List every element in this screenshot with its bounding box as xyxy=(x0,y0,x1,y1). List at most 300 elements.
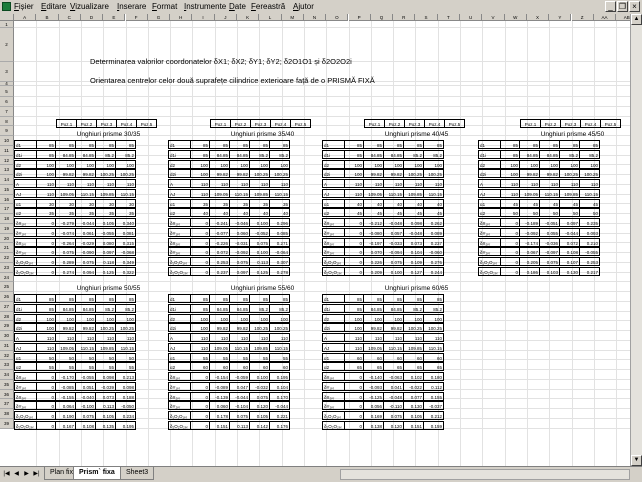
row-label[interactable]: δY₁ₚᵣ xyxy=(322,228,344,237)
data-cell[interactable]: 0.262 xyxy=(424,218,444,227)
data-cell[interactable]: 0.075 xyxy=(250,238,270,247)
vertical-scrollbar[interactable] xyxy=(630,14,642,466)
data-cell[interactable]: 0.089 xyxy=(424,228,444,237)
data-cell[interactable]: 85 xyxy=(210,294,230,303)
data-cell[interactable]: 0.041 xyxy=(384,382,404,391)
menu-file[interactable]: Fișier xyxy=(14,2,34,11)
row-label[interactable]: δY₁ₚᵣ xyxy=(322,382,344,391)
data-cell[interactable]: 110 xyxy=(76,333,96,342)
data-cell[interactable]: 50 xyxy=(76,353,96,362)
data-cell[interactable]: 85 xyxy=(56,140,76,149)
data-cell[interactable]: 0.057 xyxy=(384,228,404,237)
data-cell[interactable]: 85 xyxy=(500,150,520,159)
row-label[interactable]: d1i xyxy=(478,150,500,159)
row-label[interactable]: A xyxy=(478,179,500,188)
data-cell[interactable]: 55 xyxy=(76,362,96,371)
data-cell[interactable]: 35 xyxy=(56,208,76,217)
row-label[interactable]: δ₁O₁O₁ₚᵣ xyxy=(14,257,36,266)
tab-plan-fix[interactable]: Plan fix xyxy=(44,467,79,480)
data-cell[interactable]: 0 xyxy=(36,382,56,391)
data-cell[interactable]: 85 xyxy=(520,140,540,149)
column-header[interactable]: F xyxy=(126,14,148,21)
data-cell[interactable]: 110 xyxy=(364,179,384,188)
data-cell[interactable]: 60 xyxy=(230,362,250,371)
data-cell[interactable]: 85 xyxy=(500,140,520,149)
row-label[interactable]: AJ xyxy=(322,189,344,198)
row-header[interactable]: 31 xyxy=(0,341,14,351)
row-header[interactable]: 5 xyxy=(0,86,14,97)
row-label[interactable]: δY₁ₚᵣ xyxy=(14,382,36,391)
row-label[interactable]: δY₂ₚᵣ xyxy=(322,401,344,410)
data-cell[interactable]: 0 xyxy=(344,238,364,247)
row-label[interactable]: δ₂O₂O₂ₚᵣ xyxy=(14,421,36,430)
row-label[interactable]: d1i xyxy=(14,304,36,313)
row-label[interactable]: α1 xyxy=(14,199,36,208)
data-cell[interactable]: 99.82 xyxy=(56,169,76,178)
data-cell[interactable]: 0.105 xyxy=(404,411,424,420)
row-label[interactable]: δX₁ₚᵣ xyxy=(168,372,190,381)
data-cell[interactable]: 84.85 xyxy=(364,304,384,313)
row-label[interactable]: δ₂O₂O₂ₚᵣ xyxy=(322,421,344,430)
data-cell[interactable]: 100 xyxy=(190,169,210,178)
data-cell[interactable]: 0.212 xyxy=(424,411,444,420)
row-label[interactable]: A xyxy=(14,333,36,342)
data-cell[interactable]: 0.080 xyxy=(96,238,116,247)
row-label[interactable]: d2 xyxy=(14,314,36,323)
column-header[interactable]: K xyxy=(237,14,259,21)
data-cell[interactable]: -0.080 xyxy=(364,228,384,237)
data-cell[interactable]: 84.85 xyxy=(384,304,404,313)
data-cell[interactable]: 110 xyxy=(56,179,76,188)
row-label[interactable]: δ₂O₂O₂ₚᵣ xyxy=(168,267,190,276)
data-cell[interactable]: 0.276 xyxy=(424,257,444,266)
data-cell[interactable]: 0.075 xyxy=(230,257,250,266)
data-cell[interactable]: 85.2 xyxy=(96,150,116,159)
data-cell[interactable]: 85.2 xyxy=(250,304,270,313)
row-label[interactable]: AJ xyxy=(322,343,344,352)
data-cell[interactable]: 110.15 xyxy=(230,343,250,352)
row-header[interactable]: 4 xyxy=(0,82,14,86)
row-header[interactable]: 1 xyxy=(0,21,14,28)
data-cell[interactable]: 50 xyxy=(116,353,136,362)
data-cell[interactable]: 0.234 xyxy=(116,411,136,420)
row-label[interactable]: d2i xyxy=(14,169,36,178)
data-cell[interactable]: -0.044 xyxy=(76,218,96,227)
data-cell[interactable]: 84.85 xyxy=(210,304,230,313)
data-cell[interactable]: 0.217 xyxy=(580,267,600,276)
data-cell[interactable]: 99.82 xyxy=(210,169,230,178)
row-header[interactable]: 19 xyxy=(0,224,14,234)
row-label[interactable]: α1 xyxy=(322,353,344,362)
data-cell[interactable]: 45 xyxy=(344,208,364,217)
data-cell[interactable]: 0.075 xyxy=(56,247,76,256)
data-cell[interactable]: 0.075 xyxy=(250,392,270,401)
data-cell[interactable]: 109.05 xyxy=(520,189,540,198)
row-header[interactable]: 8 xyxy=(0,117,14,127)
data-cell[interactable]: -0.092 xyxy=(520,228,540,237)
data-cell[interactable]: -0.051 xyxy=(540,218,560,227)
data-cell[interactable]: 85 xyxy=(116,294,136,303)
data-cell[interactable]: 50 xyxy=(520,208,540,217)
data-cell[interactable]: 60 xyxy=(404,353,424,362)
data-cell[interactable]: 85 xyxy=(250,140,270,149)
data-cell[interactable]: -0.022 xyxy=(404,382,424,391)
data-cell[interactable]: 85 xyxy=(560,140,580,149)
data-cell[interactable]: 99.82 xyxy=(540,169,560,178)
data-cell[interactable]: 100 xyxy=(364,314,384,323)
data-cell[interactable]: 110 xyxy=(344,333,364,342)
data-cell[interactable]: 0.064 xyxy=(56,401,76,410)
data-cell[interactable]: 110 xyxy=(560,179,580,188)
data-cell[interactable]: 85.2 xyxy=(270,150,290,159)
data-cell[interactable]: 30 xyxy=(36,199,56,208)
data-cell[interactable]: 84.85 xyxy=(540,150,560,159)
data-cell[interactable]: 45 xyxy=(500,199,520,208)
data-cell[interactable]: 0.315 xyxy=(116,238,136,247)
data-cell[interactable]: 84.85 xyxy=(364,150,384,159)
data-cell[interactable]: -0.055 xyxy=(96,228,116,237)
data-cell[interactable]: 110 xyxy=(190,179,210,188)
row-label[interactable]: δ₂O₂O₂ₚᵣ xyxy=(168,421,190,430)
data-cell[interactable]: 85 xyxy=(344,294,364,303)
row-label[interactable]: δ₁O₁O₁ₚᵣ xyxy=(322,257,344,266)
data-cell[interactable]: 99.82 xyxy=(210,323,230,332)
column-header[interactable]: Y xyxy=(549,14,571,21)
data-cell[interactable]: 0.094 xyxy=(76,267,96,276)
column-header[interactable]: S xyxy=(415,14,437,21)
data-cell[interactable]: 110 xyxy=(364,333,384,342)
data-cell[interactable]: 100 xyxy=(76,160,96,169)
data-cell[interactable]: 100 xyxy=(270,160,290,169)
data-cell[interactable]: 110 xyxy=(424,179,444,188)
menu-data[interactable]: Date xyxy=(229,2,246,11)
data-cell[interactable]: 40 xyxy=(344,199,364,208)
data-cell[interactable]: 0 xyxy=(36,228,56,237)
data-cell[interactable]: 55 xyxy=(210,353,230,362)
data-cell[interactable]: 0.138 xyxy=(364,421,384,430)
data-cell[interactable]: 99.82 xyxy=(56,323,76,332)
data-cell[interactable]: 0.102 xyxy=(404,372,424,381)
data-cell[interactable]: 45 xyxy=(424,208,444,217)
data-cell[interactable]: 0.170 xyxy=(270,392,290,401)
data-cell[interactable]: 0.085 xyxy=(270,228,290,237)
data-cell[interactable]: 109.85 xyxy=(250,189,270,198)
data-cell[interactable]: 110 xyxy=(36,189,56,198)
data-cell[interactable]: 100 xyxy=(404,160,424,169)
row-label[interactable]: α2 xyxy=(322,362,344,371)
data-cell[interactable]: 110 xyxy=(580,179,600,188)
data-cell[interactable]: 110.15 xyxy=(424,343,444,352)
data-cell[interactable]: 55 xyxy=(250,353,270,362)
data-cell[interactable]: 0.195 xyxy=(270,372,290,381)
data-cell[interactable]: 109.85 xyxy=(404,343,424,352)
data-cell[interactable]: 0.289 xyxy=(56,257,76,266)
data-cell[interactable]: 110 xyxy=(230,179,250,188)
data-cell[interactable]: 109.05 xyxy=(210,189,230,198)
data-cell[interactable]: 0.278 xyxy=(270,267,290,276)
data-cell[interactable]: 0.178 xyxy=(210,411,230,420)
data-cell[interactable]: 0 xyxy=(344,372,364,381)
row-label[interactable]: AJ xyxy=(478,189,500,198)
data-cell[interactable]: 0.077 xyxy=(404,392,424,401)
data-cell[interactable]: 0.237 xyxy=(210,267,230,276)
row-label[interactable]: d1i xyxy=(14,150,36,159)
data-cell[interactable]: 100 xyxy=(96,314,116,323)
data-cell[interactable]: -0.110 xyxy=(384,401,404,410)
row-label[interactable]: d1 xyxy=(322,294,344,303)
data-cell[interactable]: 30 xyxy=(76,199,96,208)
data-cell[interactable]: 0.188 xyxy=(116,392,136,401)
data-cell[interactable]: 0.340 xyxy=(116,218,136,227)
data-cell[interactable]: 100.25 xyxy=(404,169,424,178)
data-cell[interactable]: 100 xyxy=(56,160,76,169)
data-cell[interactable]: 40 xyxy=(270,208,290,217)
data-cell[interactable]: 0.073 xyxy=(96,392,116,401)
data-cell[interactable]: 85 xyxy=(364,140,384,149)
data-cell[interactable]: 109.85 xyxy=(96,189,116,198)
data-cell[interactable]: 0 xyxy=(344,382,364,391)
row-label[interactable]: d2 xyxy=(168,160,190,169)
data-cell[interactable]: 85 xyxy=(76,140,96,149)
data-cell[interactable]: 0.113 xyxy=(230,421,250,430)
row-header[interactable]: 20 xyxy=(0,234,14,244)
data-cell[interactable]: -0.279 xyxy=(56,218,76,227)
data-cell[interactable]: 100 xyxy=(580,160,600,169)
data-cell[interactable]: 100 xyxy=(210,314,230,323)
data-cell[interactable]: 0.118 xyxy=(96,257,116,266)
data-cell[interactable]: 55 xyxy=(270,353,290,362)
data-cell[interactable]: 100 xyxy=(344,314,364,323)
row-label[interactable]: d1 xyxy=(322,140,344,149)
data-cell[interactable]: 110.15 xyxy=(580,189,600,198)
row-label[interactable]: A xyxy=(14,179,36,188)
data-cell[interactable]: -0.044 xyxy=(560,228,580,237)
tab-sheet3[interactable]: Sheet3 xyxy=(120,467,154,480)
data-cell[interactable]: 0.221 xyxy=(270,411,290,420)
data-cell[interactable]: 85.2 xyxy=(424,304,444,313)
row-label[interactable]: α1 xyxy=(168,199,190,208)
data-cell[interactable]: 110.15 xyxy=(424,189,444,198)
row-header[interactable]: 11 xyxy=(0,146,14,156)
row-label[interactable]: α1 xyxy=(322,199,344,208)
data-cell[interactable]: 45 xyxy=(404,208,424,217)
data-cell[interactable]: 85 xyxy=(190,150,210,159)
data-cell[interactable]: 110 xyxy=(404,179,424,188)
data-cell[interactable]: 0.098 xyxy=(404,218,424,227)
data-cell[interactable]: 0 xyxy=(190,267,210,276)
data-cell[interactable]: 100 xyxy=(96,160,116,169)
row-header[interactable]: 18 xyxy=(0,214,14,224)
data-cell[interactable]: 85 xyxy=(116,140,136,149)
row-label[interactable]: α1 xyxy=(478,199,500,208)
data-cell[interactable]: 100 xyxy=(384,160,404,169)
data-cell[interactable]: 110 xyxy=(230,333,250,342)
data-cell[interactable]: 100.25 xyxy=(96,169,116,178)
data-cell[interactable]: 100.25 xyxy=(580,169,600,178)
data-cell[interactable]: 110 xyxy=(96,333,116,342)
data-cell[interactable]: 85 xyxy=(230,294,250,303)
data-cell[interactable]: 65 xyxy=(404,362,424,371)
column-header[interactable]: E xyxy=(103,14,125,21)
data-cell[interactable]: 85 xyxy=(540,140,560,149)
column-header[interactable]: J xyxy=(215,14,237,21)
row-label[interactable]: d2i xyxy=(322,323,344,332)
data-cell[interactable]: 110.15 xyxy=(270,189,290,198)
data-cell[interactable]: -0.125 xyxy=(364,392,384,401)
data-cell[interactable]: 0.169 xyxy=(364,411,384,420)
data-cell[interactable]: 85 xyxy=(56,294,76,303)
data-cell[interactable]: 0 xyxy=(344,411,364,420)
data-cell[interactable]: 110 xyxy=(210,333,230,342)
row-header[interactable]: 34 xyxy=(0,370,14,380)
data-cell[interactable]: 84.85 xyxy=(76,150,96,159)
data-cell[interactable]: 99.82 xyxy=(384,169,404,178)
data-cell[interactable]: 0.253 xyxy=(210,257,230,266)
data-cell[interactable]: 0.271 xyxy=(270,238,290,247)
data-cell[interactable]: 100.25 xyxy=(270,169,290,178)
row-label[interactable]: d1i xyxy=(168,150,190,159)
row-label[interactable]: d1 xyxy=(478,140,500,149)
data-cell[interactable]: 40 xyxy=(190,208,210,217)
data-cell[interactable]: -0.050 xyxy=(116,401,136,410)
data-cell[interactable]: 0 xyxy=(190,421,210,430)
data-cell[interactable]: 110 xyxy=(500,179,520,188)
data-cell[interactable]: 35 xyxy=(230,199,250,208)
data-cell[interactable]: -0.044 xyxy=(230,392,250,401)
column-header[interactable]: I xyxy=(192,14,214,21)
row-label[interactable]: δX₂ₚᵣ xyxy=(14,238,36,247)
data-cell[interactable]: 85.2 xyxy=(250,150,270,159)
data-cell[interactable]: 0.047 xyxy=(230,382,250,391)
data-cell[interactable]: 65 xyxy=(344,362,364,371)
data-cell[interactable]: 40 xyxy=(364,199,384,208)
data-cell[interactable]: -0.055 xyxy=(76,372,96,381)
data-cell[interactable]: 0.081 xyxy=(116,228,136,237)
data-cell[interactable]: 45 xyxy=(560,199,580,208)
row-label[interactable]: δ₂O₂O₂ₚᵣ xyxy=(14,267,36,276)
row-header[interactable]: 22 xyxy=(0,253,14,263)
data-cell[interactable]: 35 xyxy=(250,199,270,208)
data-cell[interactable]: 85.2 xyxy=(404,150,424,159)
data-cell[interactable]: 110.15 xyxy=(76,343,96,352)
row-label[interactable]: d1i xyxy=(322,304,344,313)
row-label[interactable]: δX₁ₚᵣ xyxy=(14,372,36,381)
data-cell[interactable]: 0.070 xyxy=(364,247,384,256)
data-cell[interactable]: 0.120 xyxy=(250,401,270,410)
data-cell[interactable]: -0.139 xyxy=(210,392,230,401)
row-label[interactable]: δY₂ₚᵣ xyxy=(14,401,36,410)
data-cell[interactable]: 85 xyxy=(230,140,250,149)
data-cell[interactable]: 50 xyxy=(36,353,56,362)
data-cell[interactable]: 50 xyxy=(500,208,520,217)
data-cell[interactable]: 0 xyxy=(190,392,210,401)
data-cell[interactable]: 0.104 xyxy=(404,247,424,256)
column-header[interactable]: C xyxy=(59,14,81,21)
data-cell[interactable]: 99.82 xyxy=(520,169,540,178)
data-cell[interactable]: 0.060 xyxy=(230,228,250,237)
tab-prism-fixa[interactable]: Prism` fixa xyxy=(73,467,121,480)
data-cell[interactable]: 110.15 xyxy=(230,189,250,198)
data-cell[interactable]: 0 xyxy=(190,257,210,266)
data-cell[interactable]: 85 xyxy=(404,294,424,303)
data-cell[interactable]: 110 xyxy=(404,333,424,342)
data-cell[interactable]: 0.100 xyxy=(250,218,270,227)
data-cell[interactable]: 85 xyxy=(96,294,116,303)
data-cell[interactable]: 110 xyxy=(344,189,364,198)
data-cell[interactable]: 50 xyxy=(56,353,76,362)
data-cell[interactable]: 35 xyxy=(270,199,290,208)
data-cell[interactable]: 35 xyxy=(76,208,96,217)
data-cell[interactable]: 100 xyxy=(404,314,424,323)
data-cell[interactable]: 0.108 xyxy=(560,247,580,256)
data-cell[interactable]: 0.072 xyxy=(560,238,580,247)
data-cell[interactable]: 0.135 xyxy=(96,421,116,430)
data-cell[interactable]: 85 xyxy=(190,304,210,313)
row-label[interactable]: δY₁ₚᵣ xyxy=(168,228,190,237)
menu-help[interactable]: Ajutor xyxy=(293,2,314,11)
data-cell[interactable]: 30 xyxy=(96,199,116,208)
data-cell[interactable]: 99.82 xyxy=(230,169,250,178)
data-cell[interactable]: -0.059 xyxy=(230,372,250,381)
data-cell[interactable]: 84.85 xyxy=(76,304,96,313)
data-cell[interactable]: 110 xyxy=(190,343,210,352)
data-cell[interactable]: 0 xyxy=(344,228,364,237)
column-header[interactable]: Z xyxy=(572,14,594,21)
menu-insert[interactable]: Inserare xyxy=(117,2,147,11)
data-cell[interactable]: 110 xyxy=(116,179,136,188)
data-cell[interactable]: 110 xyxy=(520,179,540,188)
data-cell[interactable]: 35 xyxy=(96,208,116,217)
row-header[interactable]: 15 xyxy=(0,185,14,195)
data-cell[interactable]: 0.253 xyxy=(580,257,600,266)
column-header[interactable]: AA xyxy=(594,14,616,21)
data-cell[interactable]: 0 xyxy=(190,411,210,420)
data-cell[interactable]: 0 xyxy=(190,238,210,247)
data-cell[interactable]: 0.205 xyxy=(520,257,540,266)
row-label[interactable]: δX₂ₚᵣ xyxy=(14,392,36,401)
data-cell[interactable]: 109.05 xyxy=(364,189,384,198)
row-label[interactable]: A xyxy=(322,179,344,188)
data-cell[interactable]: 100.25 xyxy=(96,323,116,332)
data-cell[interactable]: -0.104 xyxy=(230,401,250,410)
data-cell[interactable]: 45 xyxy=(384,208,404,217)
data-cell[interactable]: 0 xyxy=(36,411,56,420)
row-header[interactable]: 2 xyxy=(0,28,14,62)
data-cell[interactable]: 0 xyxy=(190,228,210,237)
data-cell[interactable]: -0.174 xyxy=(520,238,540,247)
data-cell[interactable]: 110.15 xyxy=(270,343,290,352)
data-cell[interactable]: 0.349 xyxy=(116,257,136,266)
data-cell[interactable]: 100 xyxy=(500,169,520,178)
data-cell[interactable]: 110.15 xyxy=(384,189,404,198)
data-cell[interactable]: 0 xyxy=(36,421,56,430)
data-cell[interactable]: 55 xyxy=(36,362,56,371)
data-cell[interactable]: 85.2 xyxy=(116,150,136,159)
row-label[interactable]: α2 xyxy=(14,362,36,371)
data-cell[interactable]: 0 xyxy=(190,247,210,256)
data-cell[interactable]: 100 xyxy=(230,160,250,169)
data-cell[interactable]: 0.226 xyxy=(364,257,384,266)
row-header[interactable]: 16 xyxy=(0,195,14,205)
row-label[interactable]: α1 xyxy=(168,353,190,362)
scroll-up-icon[interactable]: ▲ xyxy=(631,14,642,25)
data-cell[interactable]: 60 xyxy=(424,353,444,362)
data-cell[interactable]: 85.2 xyxy=(424,150,444,159)
data-cell[interactable]: 85 xyxy=(424,294,444,303)
data-cell[interactable]: 0.120 xyxy=(384,421,404,430)
data-cell[interactable]: 100 xyxy=(210,160,230,169)
data-cell[interactable]: 100 xyxy=(424,160,444,169)
